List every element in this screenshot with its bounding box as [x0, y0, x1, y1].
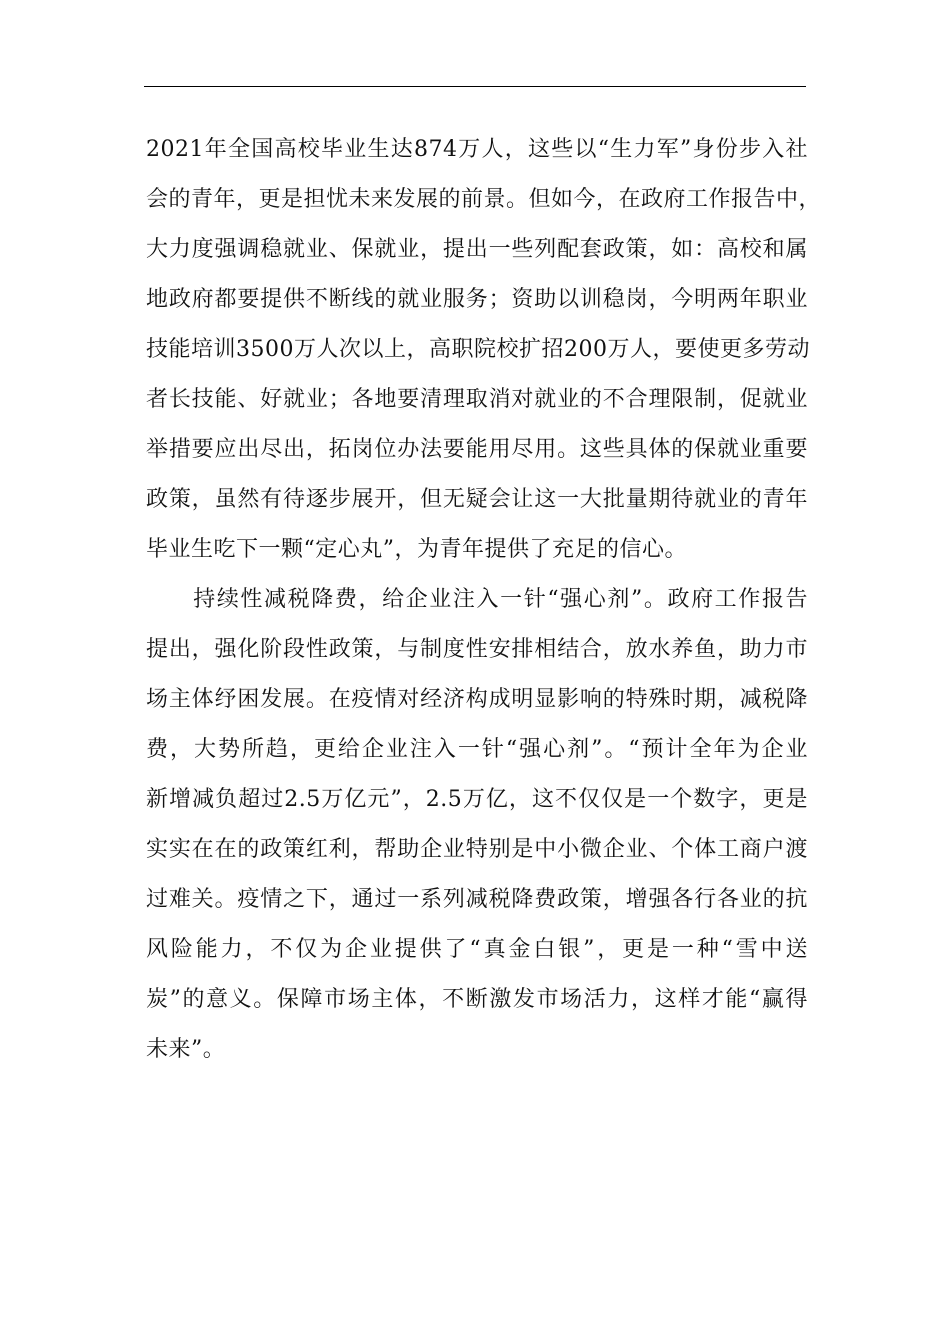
text-line: 未来”。	[146, 1037, 226, 1062]
text-line: 风险能力，不仅为企业提供了“真金白银”，更是一种“雪中送	[146, 937, 808, 962]
paragraph-tax-reduction	[146, 575, 808, 1075]
text-line: 场主体纾困发展。在疫情对经济构成明显影响的特殊时期，减税降	[146, 687, 808, 712]
text-line: 持续性减税降费，给企业注入一针“强心剂”。政府工作报告	[146, 587, 808, 612]
text-line: 者长技能、好就业；各地要清理取消对就业的不合理限制，促就业	[146, 387, 808, 412]
text-line: 技能培训3500万人次以上，高职院校扩招200万人，要使更多劳动	[146, 337, 810, 362]
text-line: 政策，虽然有待逐步展开，但无疑会让这一大批量期待就业的青年	[146, 487, 808, 512]
text-line: 炭”的意义。保障市场主体，不断激发市场活力，这样才能“赢得	[146, 987, 808, 1012]
document-body	[146, 125, 822, 1075]
text-line: 毕业生吃下一颗“定心丸”，为青年提供了充足的信心。	[146, 537, 687, 562]
header-rule	[144, 86, 806, 87]
text-line: 会的青年，更是担忧未来发展的前景。但如今，在政府工作报告中，	[146, 187, 822, 212]
text-line: 新增减负超过2.5万亿元”，2.5万亿，这不仅仅是一个数字，更是	[146, 787, 808, 812]
paragraph-graduates	[146, 125, 822, 575]
text-line: 地政府都要提供不断线的就业服务；资助以训稳岗，今明两年职业	[146, 287, 808, 312]
text-line: 2021年全国高校毕业生达874万人，这些以“生力军”身份步入社	[146, 137, 808, 162]
text-line: 提出，强化阶段性政策，与制度性安排相结合，放水养鱼，助力市	[146, 637, 808, 662]
text-line: 大力度强调稳就业、保就业，提出一些列配套政策，如：高校和属	[146, 237, 808, 262]
text-line: 费，大势所趋，更给企业注入一针“强心剂”。“预计全年为企业	[146, 737, 808, 762]
text-line: 过难关。疫情之下，通过一系列减税降费政策，增强各行各业的抗	[146, 887, 808, 912]
text-line: 实实在在的政策红利，帮助企业特别是中小微企业、个体工商户渡	[146, 837, 808, 862]
text-line: 举措要应出尽出，拓岗位办法要能用尽用。这些具体的保就业重要	[146, 437, 808, 462]
